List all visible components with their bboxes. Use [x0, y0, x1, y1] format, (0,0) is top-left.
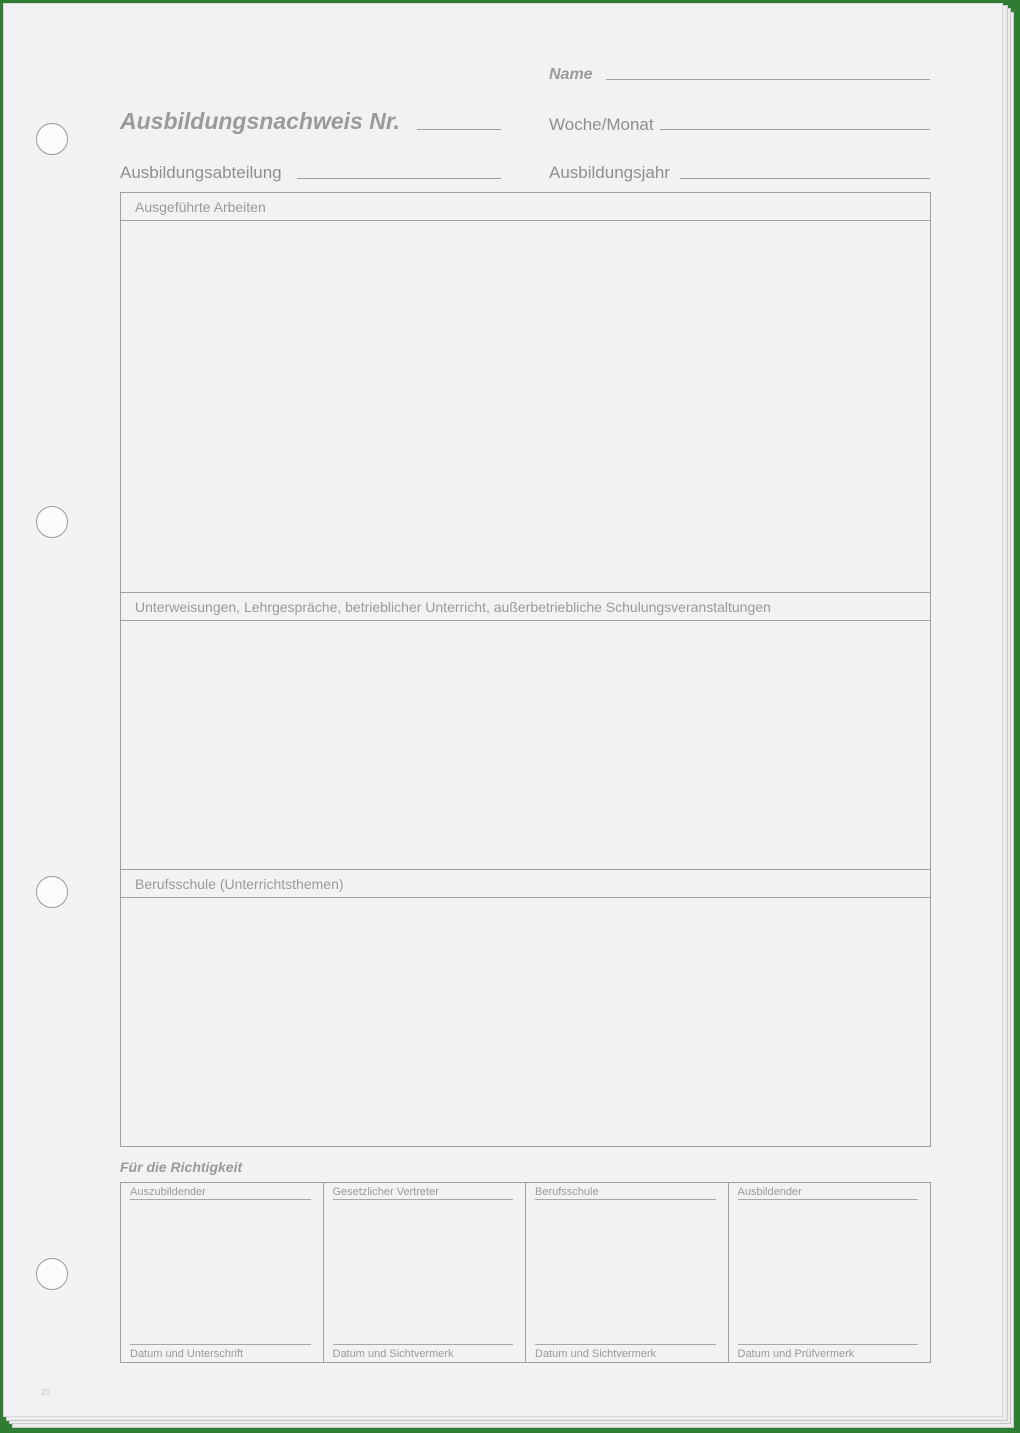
signature-top-line — [738, 1199, 919, 1200]
punch-hole-icon — [36, 1258, 68, 1290]
department-label: Ausbildungsabteilung — [120, 163, 282, 182]
signature-footer: Datum und Sichtvermerk — [332, 1348, 454, 1360]
section-label: Ausgeführte Arbeiten — [135, 199, 266, 215]
signature-table — [120, 1182, 931, 1363]
section-header — [121, 593, 930, 621]
signature-label: Ausbildender — [737, 1186, 802, 1198]
signature-top-line — [535, 1199, 716, 1200]
signature-label: Gesetzlicher Vertreter — [332, 1186, 439, 1198]
signature-bottom-line — [738, 1344, 919, 1345]
name-label: Name — [549, 66, 593, 83]
section-instruction — [120, 592, 931, 870]
signature-bottom-line — [130, 1344, 311, 1345]
signature-bottom-line — [333, 1344, 514, 1345]
year-field[interactable] — [680, 178, 930, 179]
page-number: 20 — [41, 1388, 50, 1397]
punch-hole-icon — [36, 876, 68, 908]
department-field[interactable] — [297, 178, 501, 179]
section-header — [121, 193, 930, 221]
section-header — [121, 870, 930, 898]
signature-label: Auszubildender — [130, 1186, 206, 1198]
week-month-label: Woche/Monat — [549, 115, 654, 134]
section-label: Berufsschule (Unterrichtsthemen) — [135, 876, 344, 892]
number-field[interactable] — [417, 129, 501, 130]
year-label: Ausbildungsjahr — [549, 163, 670, 182]
section-vocational-school — [120, 869, 931, 1147]
punch-hole-icon — [36, 506, 68, 538]
signature-footer: Datum und Unterschrift — [130, 1348, 244, 1360]
signature-footer: Datum und Sichtvermerk — [535, 1348, 657, 1360]
section-work-performed — [120, 192, 931, 593]
form-title: Ausbildungsnachweis Nr. — [120, 108, 400, 134]
section-label: Unterweisungen, Lehrgespräche, betrieblicher Unterricht, außerbetriebliche Schulungsveranstaltungen — [135, 599, 771, 615]
confirmation-title: Für die Richtigkeit — [120, 1159, 243, 1175]
signature-cell-trainee[interactable] — [121, 1183, 324, 1362]
signature-cell-vocational-school[interactable] — [526, 1183, 729, 1362]
signature-top-line — [333, 1199, 514, 1200]
signature-top-line — [130, 1199, 311, 1200]
signature-cell-legal-representative[interactable] — [324, 1183, 527, 1362]
form-page — [3, 3, 1003, 1417]
signature-cell-trainer[interactable] — [729, 1183, 931, 1362]
name-field[interactable] — [606, 79, 930, 80]
signature-bottom-line — [535, 1344, 716, 1345]
signature-footer: Datum und Prüfvermerk — [737, 1348, 855, 1360]
week-month-field[interactable] — [660, 129, 930, 130]
punch-hole-icon — [36, 123, 68, 155]
signature-label: Berufsschule — [535, 1186, 599, 1198]
